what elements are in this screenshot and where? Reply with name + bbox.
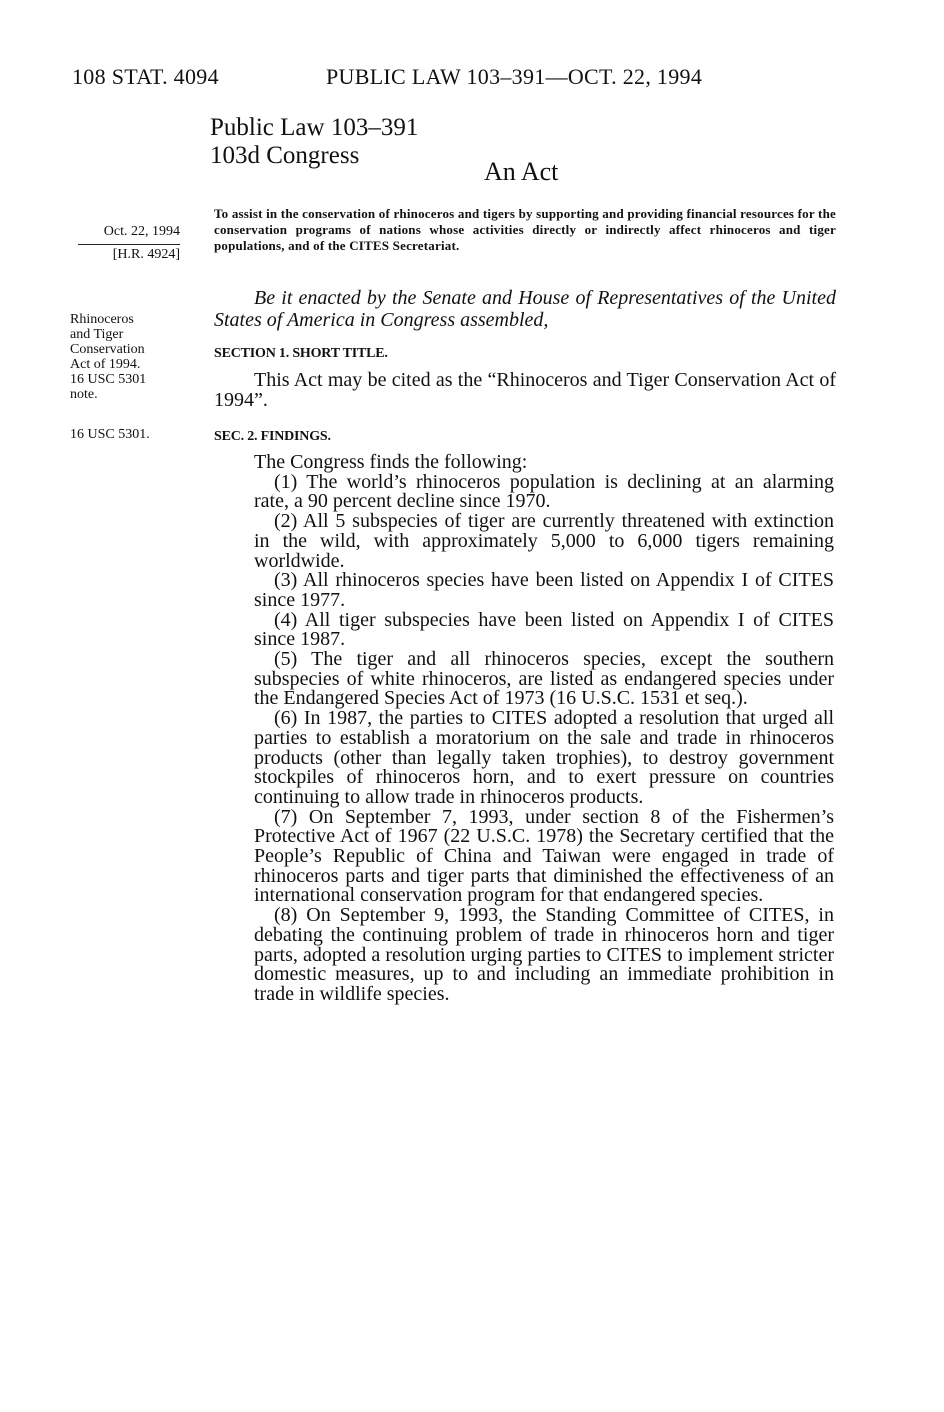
findings-intro: The Congress finds the following: xyxy=(254,451,528,473)
running-head-title: PUBLIC LAW 103–391—OCT. 22, 1994 xyxy=(326,64,703,89)
finding-2: (2) All 5 subspecies of tiger are currently threatened with extinction in the wild, with approximately 5,000 to 6,000 tigers remaining worldwide. xyxy=(254,510,834,572)
bill-number: [H.R. 4924] xyxy=(112,247,180,262)
act-heading: An Act xyxy=(484,157,559,186)
enactment-date: Oct. 22, 1994 xyxy=(103,224,180,239)
finding-4: (4) All tiger subspecies have been listed on Appendix I of CITES since 1987. xyxy=(254,608,834,651)
margin-note-line: Rhinoceros xyxy=(70,312,134,327)
running-head-page-number: 108 STAT. 4094 xyxy=(72,64,219,89)
law-title-block xyxy=(210,114,418,170)
margin-note-line: note. xyxy=(70,387,98,402)
purpose-statement: To assist in the conservation of rhinoceros and tigers by supporting and providing financial resources for the conservation programs of nations whose activities directly or indirectly affect rhinoceros and tiger populations, and of the CITES Secretariat. xyxy=(214,206,836,253)
section-2-heading: SEC. 2. FINDINGS. xyxy=(214,429,331,444)
finding-6: (6) In 1987, the parties to CITES adopted a resolution that urged all parties to establish a moratorium on the sale and trade in rhinoceros products (other than legally taken trophies), to destroy government stockpiles of rhinoceros horn, and to exert pressure on countries continuing to allow trade in rhinoceros products. xyxy=(254,707,834,808)
margin-note-line: and Tiger xyxy=(70,327,124,342)
finding-1: (1) The world’s rhinoceros population is declining at an alarming rate, a 90 percent decline since 1970. xyxy=(254,470,834,513)
finding-8: (8) On September 9, 1993, the Standing Committee of CITES, in debating the continuing problem of trade in rhinoceros horn and tiger parts, adopted a resolution urging parties to CITES to implement stricter domestic measures, up to and including an immediate prohibition in trade in wildlife species. xyxy=(254,904,834,1005)
enacting-clause: Be it enacted by the Senate and House of Representatives of the United States of America in Congress assembled, xyxy=(214,287,836,331)
margin-date-note xyxy=(72,224,180,263)
congress-number: 103d Congress xyxy=(210,142,360,169)
margin-findings-note: 16 USC 5301. xyxy=(70,427,150,442)
finding-5: (5) The tiger and all rhinoceros species, except the southern subspecies of white rhinoceros, are listed as endangered species under the Endangered Species Act of 1973 (16 U.S.C. 1531 et seq.). xyxy=(254,648,834,710)
finding-3: (3) All rhinoceros species have been listed on Appendix I of CITES since 1977. xyxy=(254,569,834,611)
date-rule xyxy=(78,244,180,245)
findings-body xyxy=(254,453,834,1005)
margin-note-line: Act of 1994. xyxy=(70,357,141,372)
margin-note-line: Conservation xyxy=(70,342,145,357)
margin-short-title-note xyxy=(70,312,180,402)
public-law-number: Public Law 103–391 xyxy=(210,114,419,141)
finding-7: (7) On September 7, 1993, under section 8 of the Fishermen’s Protective Act of 1967 (22 U.S.C. 1978) the Secretary certified that the People’s Republic of China and Taiwan were engaged in trade of rhinoceros parts and tiger parts that diminished the effectiveness of an international conservation program for that endangered species. xyxy=(254,805,834,907)
section-1-heading: SECTION 1. SHORT TITLE. xyxy=(214,346,388,361)
margin-note-line: 16 USC 5301 xyxy=(70,372,147,387)
section-1-text: This Act may be cited as the “Rhinoceros and Tiger Conservation Act of 1994”. xyxy=(214,369,836,411)
